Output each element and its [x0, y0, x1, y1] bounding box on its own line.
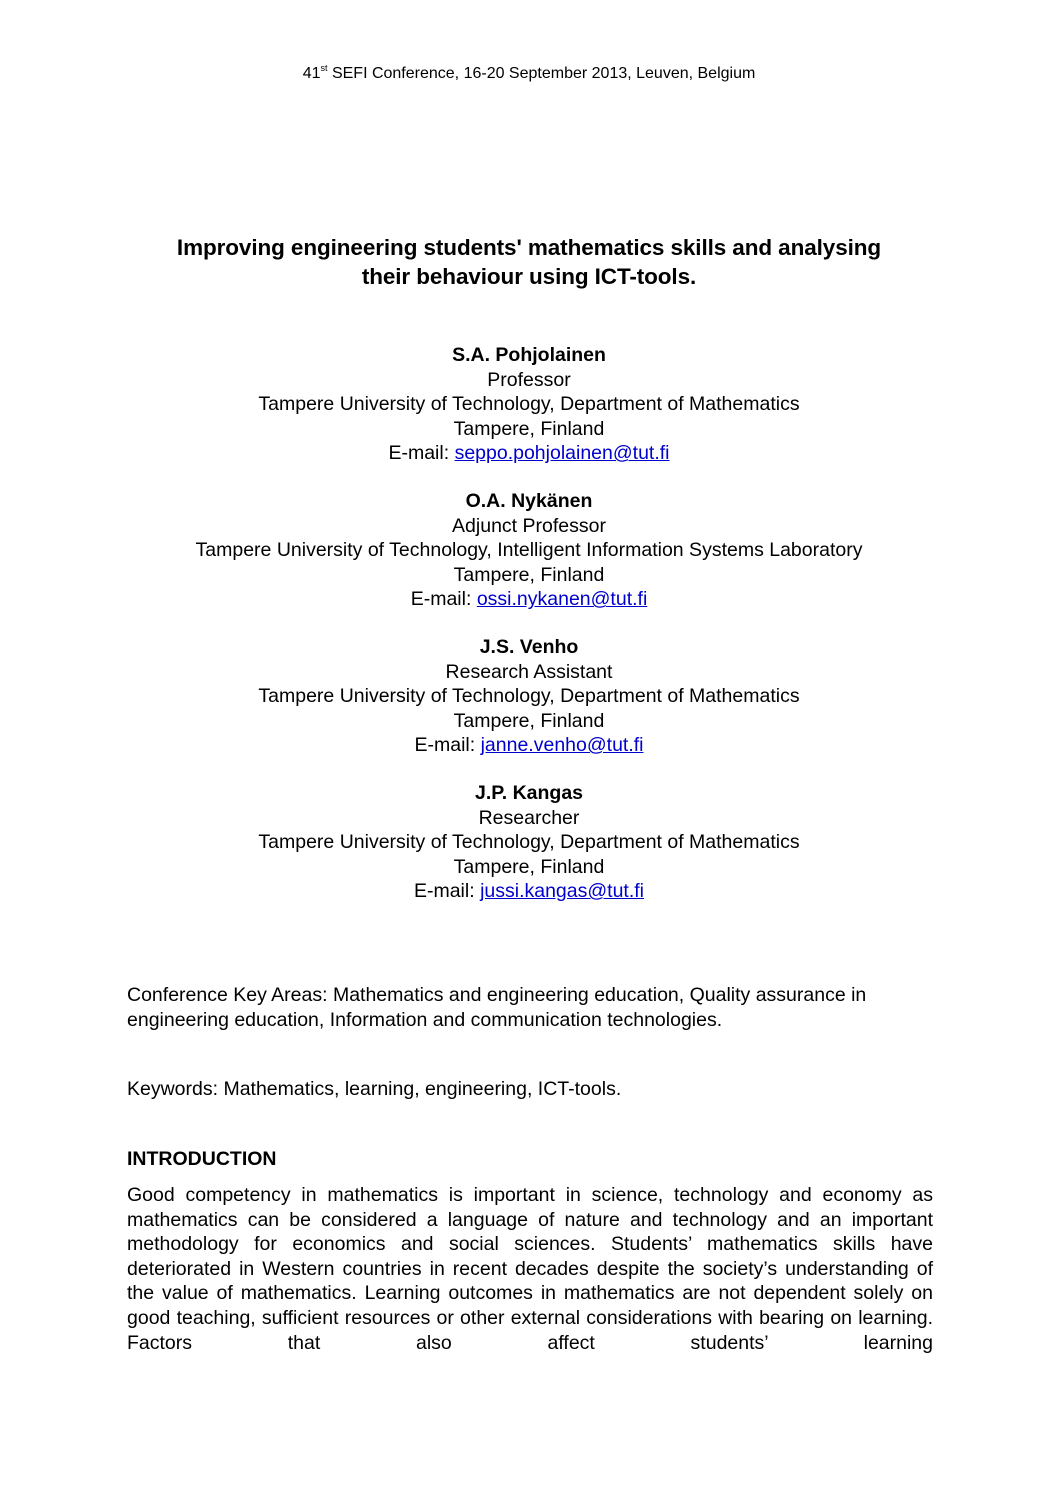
author-name: J.S. Venho: [479, 635, 579, 658]
conference-details: SEFI Conference, 16-20 September 2013, Leuven, Belgium: [327, 65, 756, 82]
introduction-paragraph: Good competency in mathematics is important in science, technology and economy as mathematics can be considered a language of nature and technology and an important methodology for economics and social sciences. Students’ mathematics skills have deteriorated in Western countries in recent decades despite the society’s understanding of the value of mathematics. Learning outcomes in mathematics are not dependent solely on good teaching, sufficient resources or other external considerations with bearing on learning. Factors that also affect students’ learning: [127, 1184, 933, 1354]
email-link[interactable]: jussi.kangas@tut.fi: [480, 880, 645, 903]
title-line-2: their behaviour using ICT-tools.: [361, 264, 697, 289]
author-location: Tampere, Finland: [453, 709, 605, 732]
email-link[interactable]: seppo.pohjolainen@tut.fi: [454, 442, 670, 465]
paper-title: [110, 233, 948, 291]
author-affiliation: Tampere University of Technology, Intelligent Information Systems Laboratory: [195, 539, 863, 562]
author-role: Professor: [487, 368, 571, 391]
author-email-line: [0, 733, 1058, 758]
email-label: E-mail:: [410, 588, 477, 611]
conference-key-areas: Conference Key Areas: Mathematics and engineering education, Quality assurance in engineering education, Information and communication technologies.: [127, 984, 867, 1031]
email-label: E-mail:: [414, 734, 481, 757]
author-block: [0, 489, 1058, 612]
ordinal-superscript: st: [320, 62, 328, 73]
author-location: Tampere, Finland: [453, 855, 605, 878]
author-role: Research Assistant: [445, 660, 613, 683]
conference-number: 41: [302, 65, 321, 82]
email-label: E-mail:: [388, 442, 455, 465]
author-name: J.P. Kangas: [474, 781, 584, 804]
author-email-line: [0, 879, 1058, 904]
author-affiliation: Tampere University of Technology, Department of Mathematics: [258, 393, 800, 416]
author-affiliation: Tampere University of Technology, Department of Mathematics: [258, 685, 800, 708]
author-block: [0, 635, 1058, 758]
author-location: Tampere, Finland: [453, 563, 605, 586]
author-affiliation: Tampere University of Technology, Department of Mathematics: [258, 831, 800, 854]
author-role: Adjunct Professor: [452, 514, 606, 537]
author-name: O.A. Nykänen: [465, 489, 593, 512]
author-name: S.A. Pohjolainen: [452, 344, 606, 366]
email-link[interactable]: ossi.nykanen@tut.fi: [476, 588, 648, 611]
author-block: [0, 343, 1058, 466]
author-email-line: [0, 587, 1058, 612]
section-heading-introduction: INTRODUCTION: [127, 1148, 277, 1170]
author-email-line: [0, 441, 1058, 466]
author-block: [0, 781, 1058, 904]
title-line-1: Improving engineering students' mathematics skills and analysing: [176, 235, 882, 260]
author-list: [0, 343, 1058, 927]
running-header: [0, 63, 1058, 85]
author-location: Tampere, Finland: [453, 417, 605, 440]
email-link[interactable]: janne.venho@tut.fi: [480, 734, 644, 757]
email-label: E-mail:: [413, 880, 481, 903]
keywords: Keywords: Mathematics, learning, engineering, ICT-tools.: [127, 1078, 622, 1100]
author-role: Researcher: [478, 806, 580, 829]
